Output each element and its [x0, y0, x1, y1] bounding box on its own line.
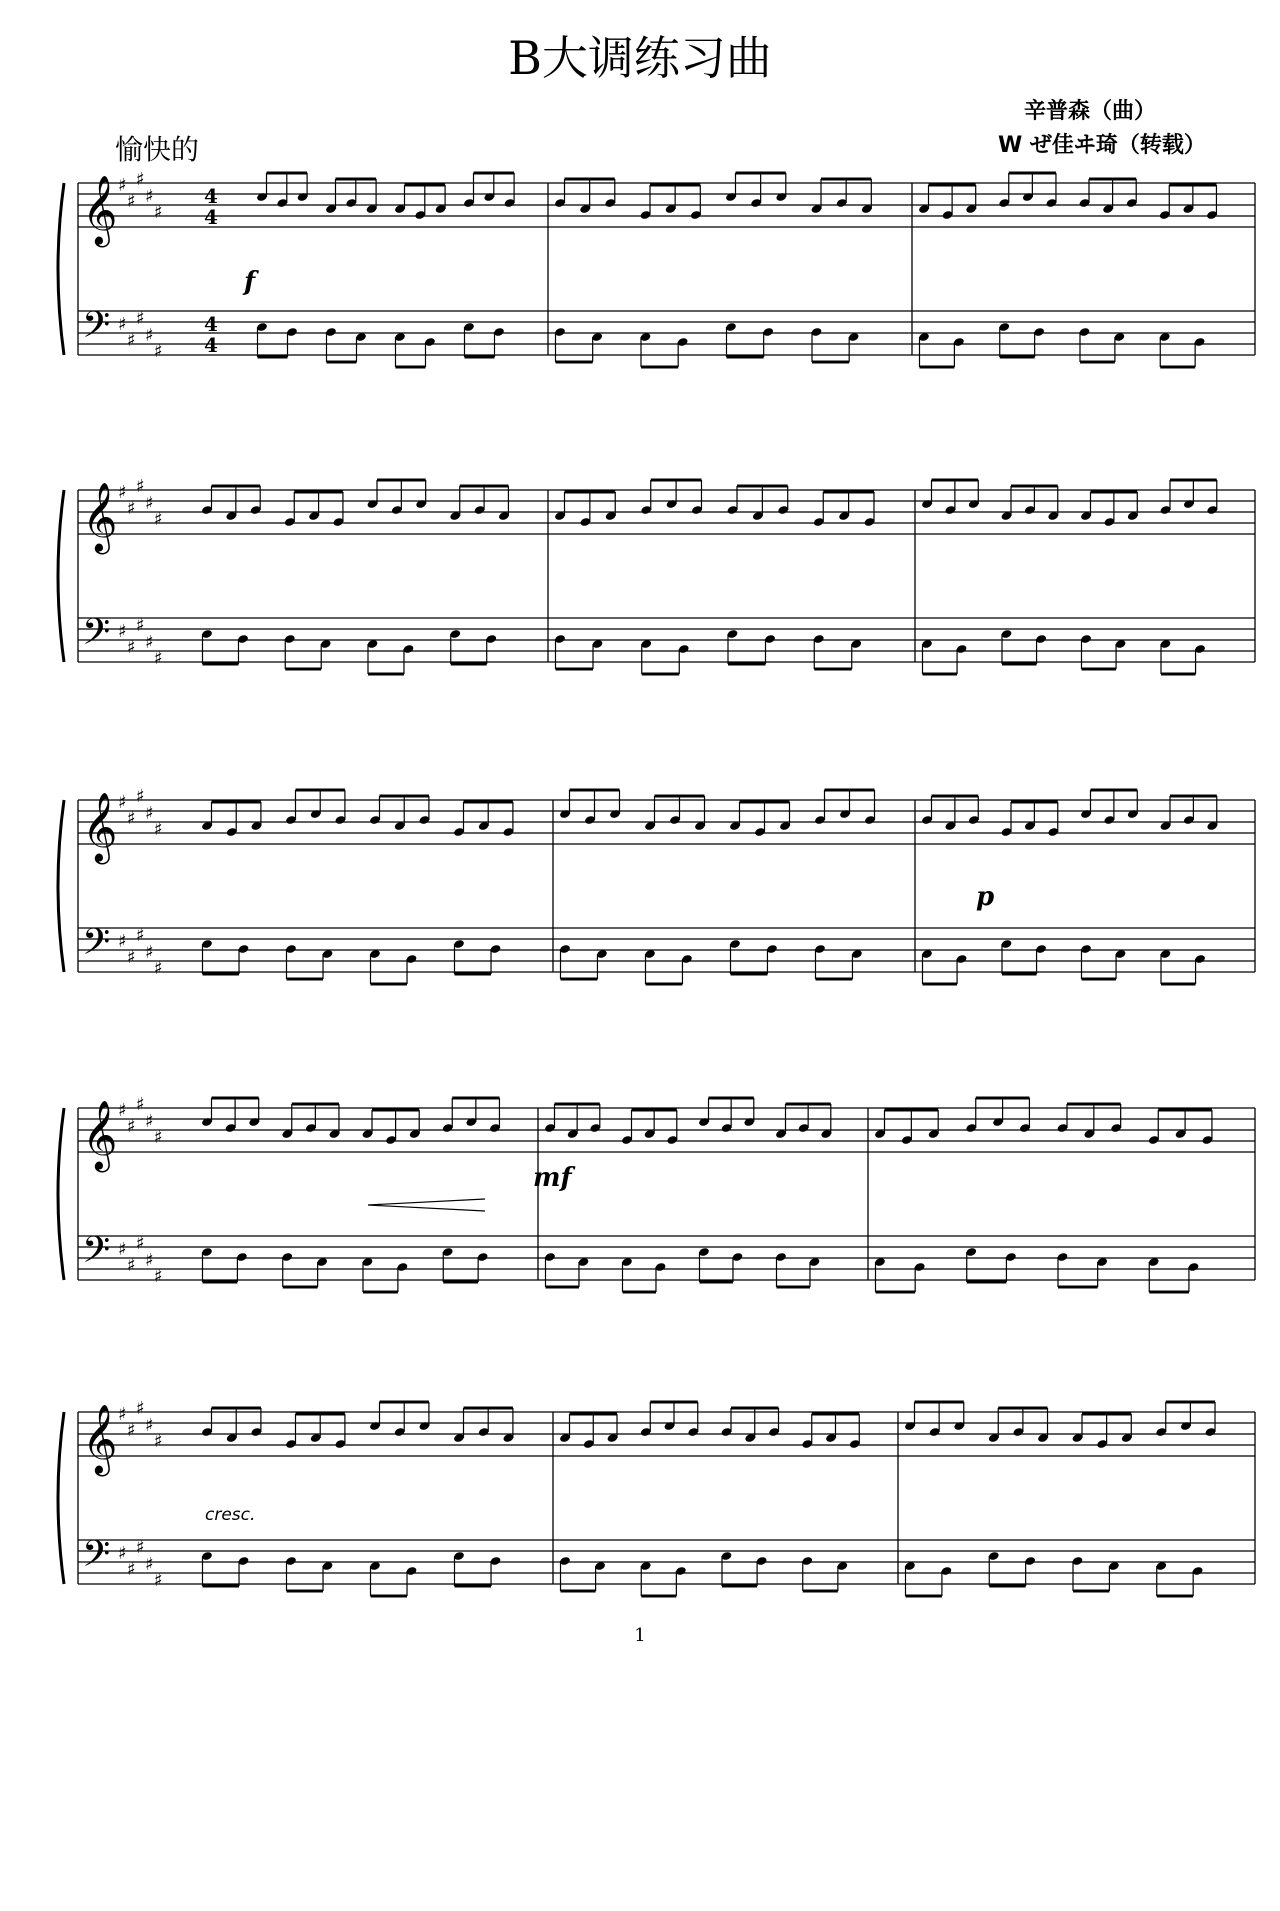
dynamic-crescendo: cresc.	[205, 1505, 256, 1525]
sharp-icon: ♯	[154, 1127, 163, 1148]
grand-staff-brace	[58, 1412, 64, 1584]
sharp-icon: ♯	[145, 325, 154, 346]
sharp-icon: ♯	[145, 493, 154, 514]
sharp-icon: ♯	[154, 958, 163, 979]
sharp-icon: ♯	[127, 1559, 136, 1580]
arranger-credit: W ぜ佳ヰ琦（转载）	[998, 133, 1206, 158]
sharp-icon: ♯	[136, 925, 145, 946]
sharp-icon: ♯	[136, 1398, 145, 1419]
sharp-icon: ♯	[127, 1420, 136, 1441]
sharp-icon: ♯	[118, 1404, 127, 1425]
sharp-icon: ♯	[154, 819, 163, 840]
sharp-icon: ♯	[127, 191, 136, 212]
bass-clef-icon: 𝄢	[82, 1533, 111, 1584]
sharp-icon: ♯	[127, 637, 136, 658]
treble-clef-icon: 𝄞	[82, 1404, 118, 1474]
sharp-icon: ♯	[145, 1250, 154, 1271]
sharp-icon: ♯	[118, 792, 127, 813]
sharp-icon: ♯	[136, 1233, 145, 1254]
composer-credit: 辛普森（曲）	[1024, 99, 1157, 124]
sharp-icon: ♯	[136, 169, 145, 190]
time-signature-bottom: 4	[204, 333, 218, 357]
time-signature-bottom: 4	[204, 205, 218, 229]
sharp-icon: ♯	[136, 1094, 145, 1115]
sharp-icon: ♯	[127, 808, 136, 829]
dynamic-forte: f	[244, 267, 256, 297]
sharp-icon: ♯	[145, 186, 154, 207]
score-title: B大调练习曲	[508, 31, 772, 85]
sharp-icon: ♯	[145, 1554, 154, 1575]
sharp-icon: ♯	[145, 803, 154, 824]
sharp-icon: ♯	[154, 1570, 163, 1591]
sharp-icon: ♯	[118, 621, 127, 642]
sharp-icon: ♯	[127, 947, 136, 968]
sharp-icon: ♯	[145, 942, 154, 963]
sharp-icon: ♯	[154, 341, 163, 362]
sharp-icon: ♯	[118, 1543, 127, 1564]
sharp-icon: ♯	[127, 1255, 136, 1276]
sharp-icon: ♯	[118, 1100, 127, 1121]
sharp-icon: ♯	[118, 482, 127, 503]
grand-staff-brace	[58, 1108, 64, 1280]
treble-clef-icon: 𝄞	[82, 1100, 118, 1170]
sharp-icon: ♯	[154, 1431, 163, 1452]
bass-clef-icon: 𝄢	[82, 304, 111, 355]
page-number: 1	[634, 1625, 646, 1646]
bass-clef-icon: 𝄢	[82, 1229, 111, 1280]
sharp-icon: ♯	[145, 632, 154, 653]
time-signature-top: 4	[204, 184, 218, 208]
bass-clef-icon: 𝄢	[82, 921, 111, 972]
sharp-icon: ♯	[127, 1116, 136, 1137]
sharp-icon: ♯	[136, 308, 145, 329]
sharp-icon: ♯	[118, 175, 127, 196]
treble-clef-icon: 𝄞	[82, 792, 118, 862]
grand-staff-brace	[58, 490, 64, 662]
treble-clef-icon: 𝄞	[82, 482, 118, 552]
sharp-icon: ♯	[136, 786, 145, 807]
crescendo-hairpin	[368, 1199, 485, 1211]
treble-clef-icon: 𝄞	[82, 175, 118, 245]
sharp-icon: ♯	[145, 1415, 154, 1436]
sharp-icon: ♯	[145, 1111, 154, 1132]
tempo-marking: 愉快的	[115, 133, 200, 166]
sharp-icon: ♯	[136, 1537, 145, 1558]
sharp-icon: ♯	[136, 476, 145, 497]
sharp-icon: ♯	[154, 1266, 163, 1287]
sharp-icon: ♯	[136, 615, 145, 636]
bass-clef-icon: 𝄢	[82, 611, 111, 662]
dynamic-mezzo-forte: mf	[533, 1163, 572, 1193]
sharp-icon: ♯	[127, 498, 136, 519]
sharp-icon: ♯	[118, 314, 127, 335]
sharp-icon: ♯	[118, 931, 127, 952]
dynamic-piano: p	[976, 882, 995, 912]
sharp-icon: ♯	[154, 509, 163, 530]
grand-staff-brace	[58, 183, 64, 355]
sharp-icon: ♯	[118, 1239, 127, 1260]
sharp-icon: ♯	[154, 648, 163, 669]
sharp-icon: ♯	[154, 202, 163, 223]
time-signature-top: 4	[204, 312, 218, 336]
sharp-icon: ♯	[127, 330, 136, 351]
grand-staff-brace	[58, 800, 64, 972]
